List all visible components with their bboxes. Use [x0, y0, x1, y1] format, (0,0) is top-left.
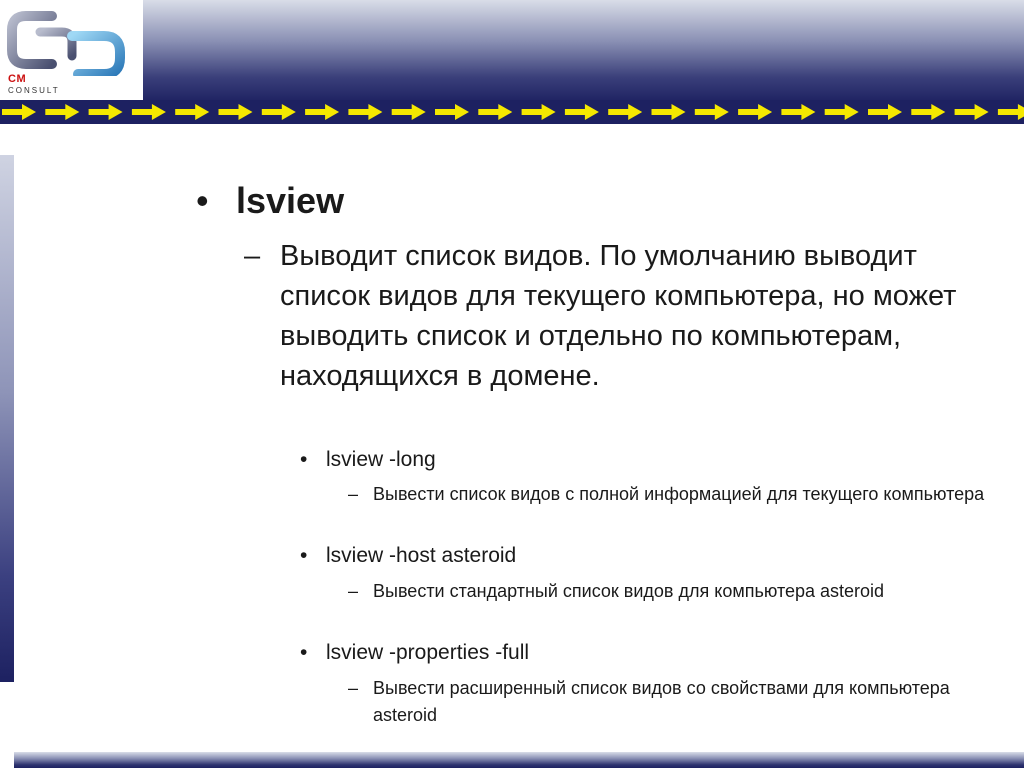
command-text: lsview -properties -full: [326, 641, 530, 664]
arrow-icon: [868, 104, 902, 120]
logo-text: [8, 74, 60, 96]
dash-icon: –: [348, 581, 359, 601]
arrow-icon: [89, 104, 123, 120]
arrow-icon: [522, 104, 556, 120]
slide-heading: lsview: [236, 180, 345, 221]
header-band: [143, 0, 1024, 103]
dash-icon: –: [348, 678, 359, 698]
logo-mark-icon: [4, 6, 132, 76]
arrow-icon: [565, 104, 599, 120]
bottom-accent-bar: [14, 752, 1024, 768]
command-text: lsview -host asteroid: [326, 544, 517, 567]
arrow-icon: [911, 104, 945, 120]
arrow-strip-icon: [0, 100, 1024, 124]
arrow-strip: [0, 100, 1024, 124]
bullet-icon: •: [300, 544, 308, 567]
arrow-icon: [262, 104, 296, 120]
arrow-icon: [695, 104, 729, 120]
arrow-icon: [955, 104, 989, 120]
bullet-icon: •: [300, 641, 308, 664]
bullet-icon: •: [196, 180, 209, 221]
arrow-icon: [781, 104, 815, 120]
arrow-icon: [305, 104, 339, 120]
arrow-icon: [175, 104, 209, 120]
arrow-icon: [132, 104, 166, 120]
command-detail-text: Вывести список видов с полной информацией для текущего компьютера: [373, 484, 985, 504]
arrow-icon: [478, 104, 512, 120]
arrow-icon: [738, 104, 772, 120]
arrow-icon: [348, 104, 382, 120]
arrow-icon: [608, 104, 642, 120]
command-detail-text: Вывести стандартный список видов для компьютера asteroid: [373, 581, 885, 601]
arrow-icon: [998, 104, 1024, 120]
logo-cm-text: CM: [8, 73, 27, 85]
arrow-icon: [652, 104, 686, 120]
bullet-icon: •: [300, 448, 308, 471]
arrow-icon: [2, 104, 36, 120]
slide-description: Выводит список видов. По умолчанию выводит список видов для текущего компьютера, но может выводить список и отдельно по компьютерам, находящихся в домене.: [280, 240, 957, 392]
command-detail-text: Вывести расширенный список видов со свойствами для компьютера asteroid: [373, 678, 950, 725]
arrow-icon: [392, 104, 426, 120]
arrow-icon: [219, 104, 253, 120]
arrow-icon: [825, 104, 859, 120]
arrow-icon: [45, 104, 79, 120]
arrow-icon: [435, 104, 469, 120]
left-accent-bar: [0, 155, 14, 682]
logo-consult-text: CONSULT: [8, 86, 60, 95]
logo: [0, 0, 137, 103]
command-text: lsview -long: [326, 448, 436, 471]
dash-icon: –: [348, 484, 359, 504]
dash-icon: –: [244, 240, 261, 272]
